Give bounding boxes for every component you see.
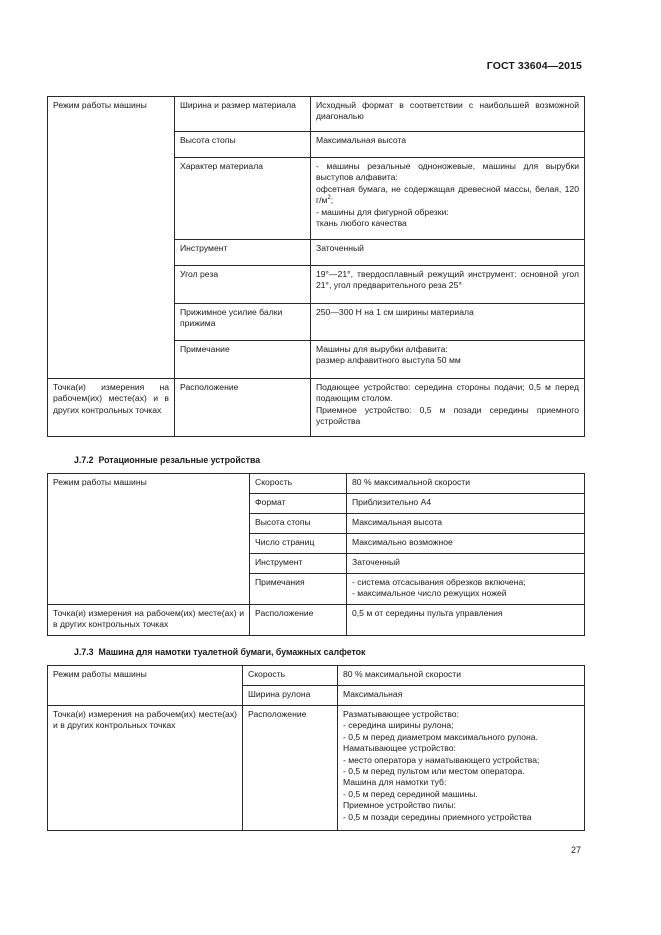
value-line: Разматывающее устройство:: [343, 709, 459, 719]
param-cell: Прижимное усилие балки прижима: [175, 304, 311, 341]
param-cell: Примечание: [175, 341, 311, 379]
value-line: ткань любого качества: [316, 218, 407, 229]
measure-point-cell: Точка(и) измерения на рабочем(их) месте(ах) и в других контрольных точках: [48, 379, 175, 437]
param-cell: Инструмент: [175, 240, 311, 266]
table-row: [48, 706, 585, 831]
value-cell: [347, 604, 585, 635]
table-cutting-machine: [47, 96, 585, 437]
mode-cell: Режим работы машины: [48, 97, 175, 379]
unit-tail: ;: [330, 195, 334, 206]
measure-point-cell: Точка(и) измерения на рабочем(их) месте(ах) и в других контрольных точках: [48, 706, 243, 831]
document-code: ГОСТ 33604—2015: [486, 60, 582, 72]
table-row: [48, 474, 585, 494]
table-toilet-paper-winder: [47, 665, 585, 831]
param-cell: Формат: [250, 494, 347, 514]
mode-cell: Режим работы машины: [48, 666, 243, 706]
value-line: [316, 184, 579, 207]
param-cell: Расположение: [250, 604, 347, 635]
table-row: [48, 379, 585, 437]
param-cell: Примечания: [250, 574, 347, 605]
param-cell: Расположение: [243, 706, 338, 831]
value-line: Исходный формат в соответствии с наибольшей возможной диагональю: [316, 100, 579, 122]
param-cell: Ширина рулона: [243, 686, 338, 706]
value-text: офсетная бумага, не содержащая древесной массы, белая, 120 г/м: [316, 183, 579, 206]
value-line: - машины для фигурной обрезки:: [316, 206, 449, 217]
table-row: [48, 97, 585, 132]
value-cell: [347, 534, 585, 554]
value-line: 250—300 Н на 1 см ширины материала: [316, 307, 474, 317]
section-heading: [74, 647, 365, 658]
value-cell: [338, 686, 585, 706]
value-line: Заточенный: [352, 557, 400, 567]
param-cell: Инструмент: [250, 554, 347, 574]
value-line: Максимальная: [343, 689, 403, 699]
value-line: - место оператора у наматывающего устройства;: [343, 754, 540, 765]
value-line: Машина для намотки туб:: [343, 777, 447, 788]
value-cell: [311, 304, 585, 341]
measure-point-cell: Точка(и) измерения на рабочем(их) месте(ах) и в других контрольных точках: [48, 604, 250, 635]
table-rotary-cutters: [47, 473, 585, 636]
value-line: 80 % максимальной скорости: [352, 477, 471, 487]
value-line: - максимальное число режущих ножей: [352, 588, 507, 599]
value-line: Подающее устройство: середина стороны подачи; 0,5 м перед подающим столом.: [316, 382, 579, 404]
table-row: [48, 604, 585, 635]
section-heading: [74, 455, 260, 466]
value-cell: [311, 266, 585, 304]
value-cell: [338, 706, 585, 831]
value-line: 19°—21°, твердосплавный режущий инструмент: основной угол 21°, угол предварительного реза 25°: [316, 269, 579, 291]
param-cell: Расположение: [175, 379, 311, 437]
value-line: 80 % максимальной скорости: [343, 669, 462, 679]
param-cell: Скорость: [243, 666, 338, 686]
param-cell: Высота стопы: [250, 514, 347, 534]
value-line: Наматывающее устройство:: [343, 743, 456, 754]
value-cell: [311, 341, 585, 379]
param-cell: Скорость: [250, 474, 347, 494]
value-line: 0,5 м от середины пульта управления: [352, 607, 503, 618]
value-line: - 0,5 м позади середины приемного устройства: [343, 811, 532, 822]
value-cell: [311, 240, 585, 266]
section-number: J.7.2: [74, 455, 94, 465]
unit-exponent: 2: [327, 195, 331, 202]
value-line: - 0,5 м перед пультом или местом оператора.: [343, 766, 525, 777]
value-line: Машины для вырубки алфавита:: [316, 344, 448, 354]
param-cell: Высота стопы: [175, 132, 311, 158]
value-line: Максимально возможное: [352, 537, 453, 547]
value-line: Приемное устройство пилы:: [343, 800, 456, 811]
value-line: - середина ширины рулона;: [343, 720, 454, 731]
value-line: Приблизительно А4: [352, 497, 432, 507]
value-line: - машины резальные одноножевые, машины для вырубки выступов алфавита:: [316, 161, 579, 183]
value-cell: [311, 158, 585, 240]
section-number: J.7.3: [74, 647, 94, 657]
value-line: - система отсасывания обрезков включена;: [352, 577, 526, 587]
value-cell: [347, 574, 585, 605]
value-cell: [311, 379, 585, 437]
value-cell: [338, 666, 585, 686]
mode-cell: Режим работы машины: [48, 474, 250, 605]
value-cell: [347, 514, 585, 534]
param-cell: Ширина и размер материала: [175, 97, 311, 132]
value-line: Заточенный: [316, 243, 364, 253]
value-cell: [311, 132, 585, 158]
param-cell: Угол реза: [175, 266, 311, 304]
value-line: - 0,5 м перед серединой машины.: [343, 788, 478, 799]
value-cell: [347, 474, 585, 494]
section-title: Ротационные резальные устройства: [98, 455, 261, 465]
value-line: размер алфавитного выступа 50 мм: [316, 355, 461, 366]
param-cell: Характер материала: [175, 158, 311, 240]
value-cell: [311, 97, 585, 132]
value-line: Приемное устройство: 0,5 м позади середины приемного устройства: [316, 404, 579, 427]
value-line: Максимальная высота: [352, 517, 443, 527]
value-line: - 0,5 м перед диаметром максимального рулона.: [343, 731, 538, 742]
value-cell: [347, 494, 585, 514]
param-cell: Число страниц: [250, 534, 347, 554]
value-line: Максимальная высота: [316, 135, 407, 145]
page-number: 27: [571, 845, 582, 855]
section-title: Машина для намотки туалетной бумаги, бумажных салфеток: [98, 647, 366, 657]
value-cell: [347, 554, 585, 574]
table-row: [48, 666, 585, 686]
